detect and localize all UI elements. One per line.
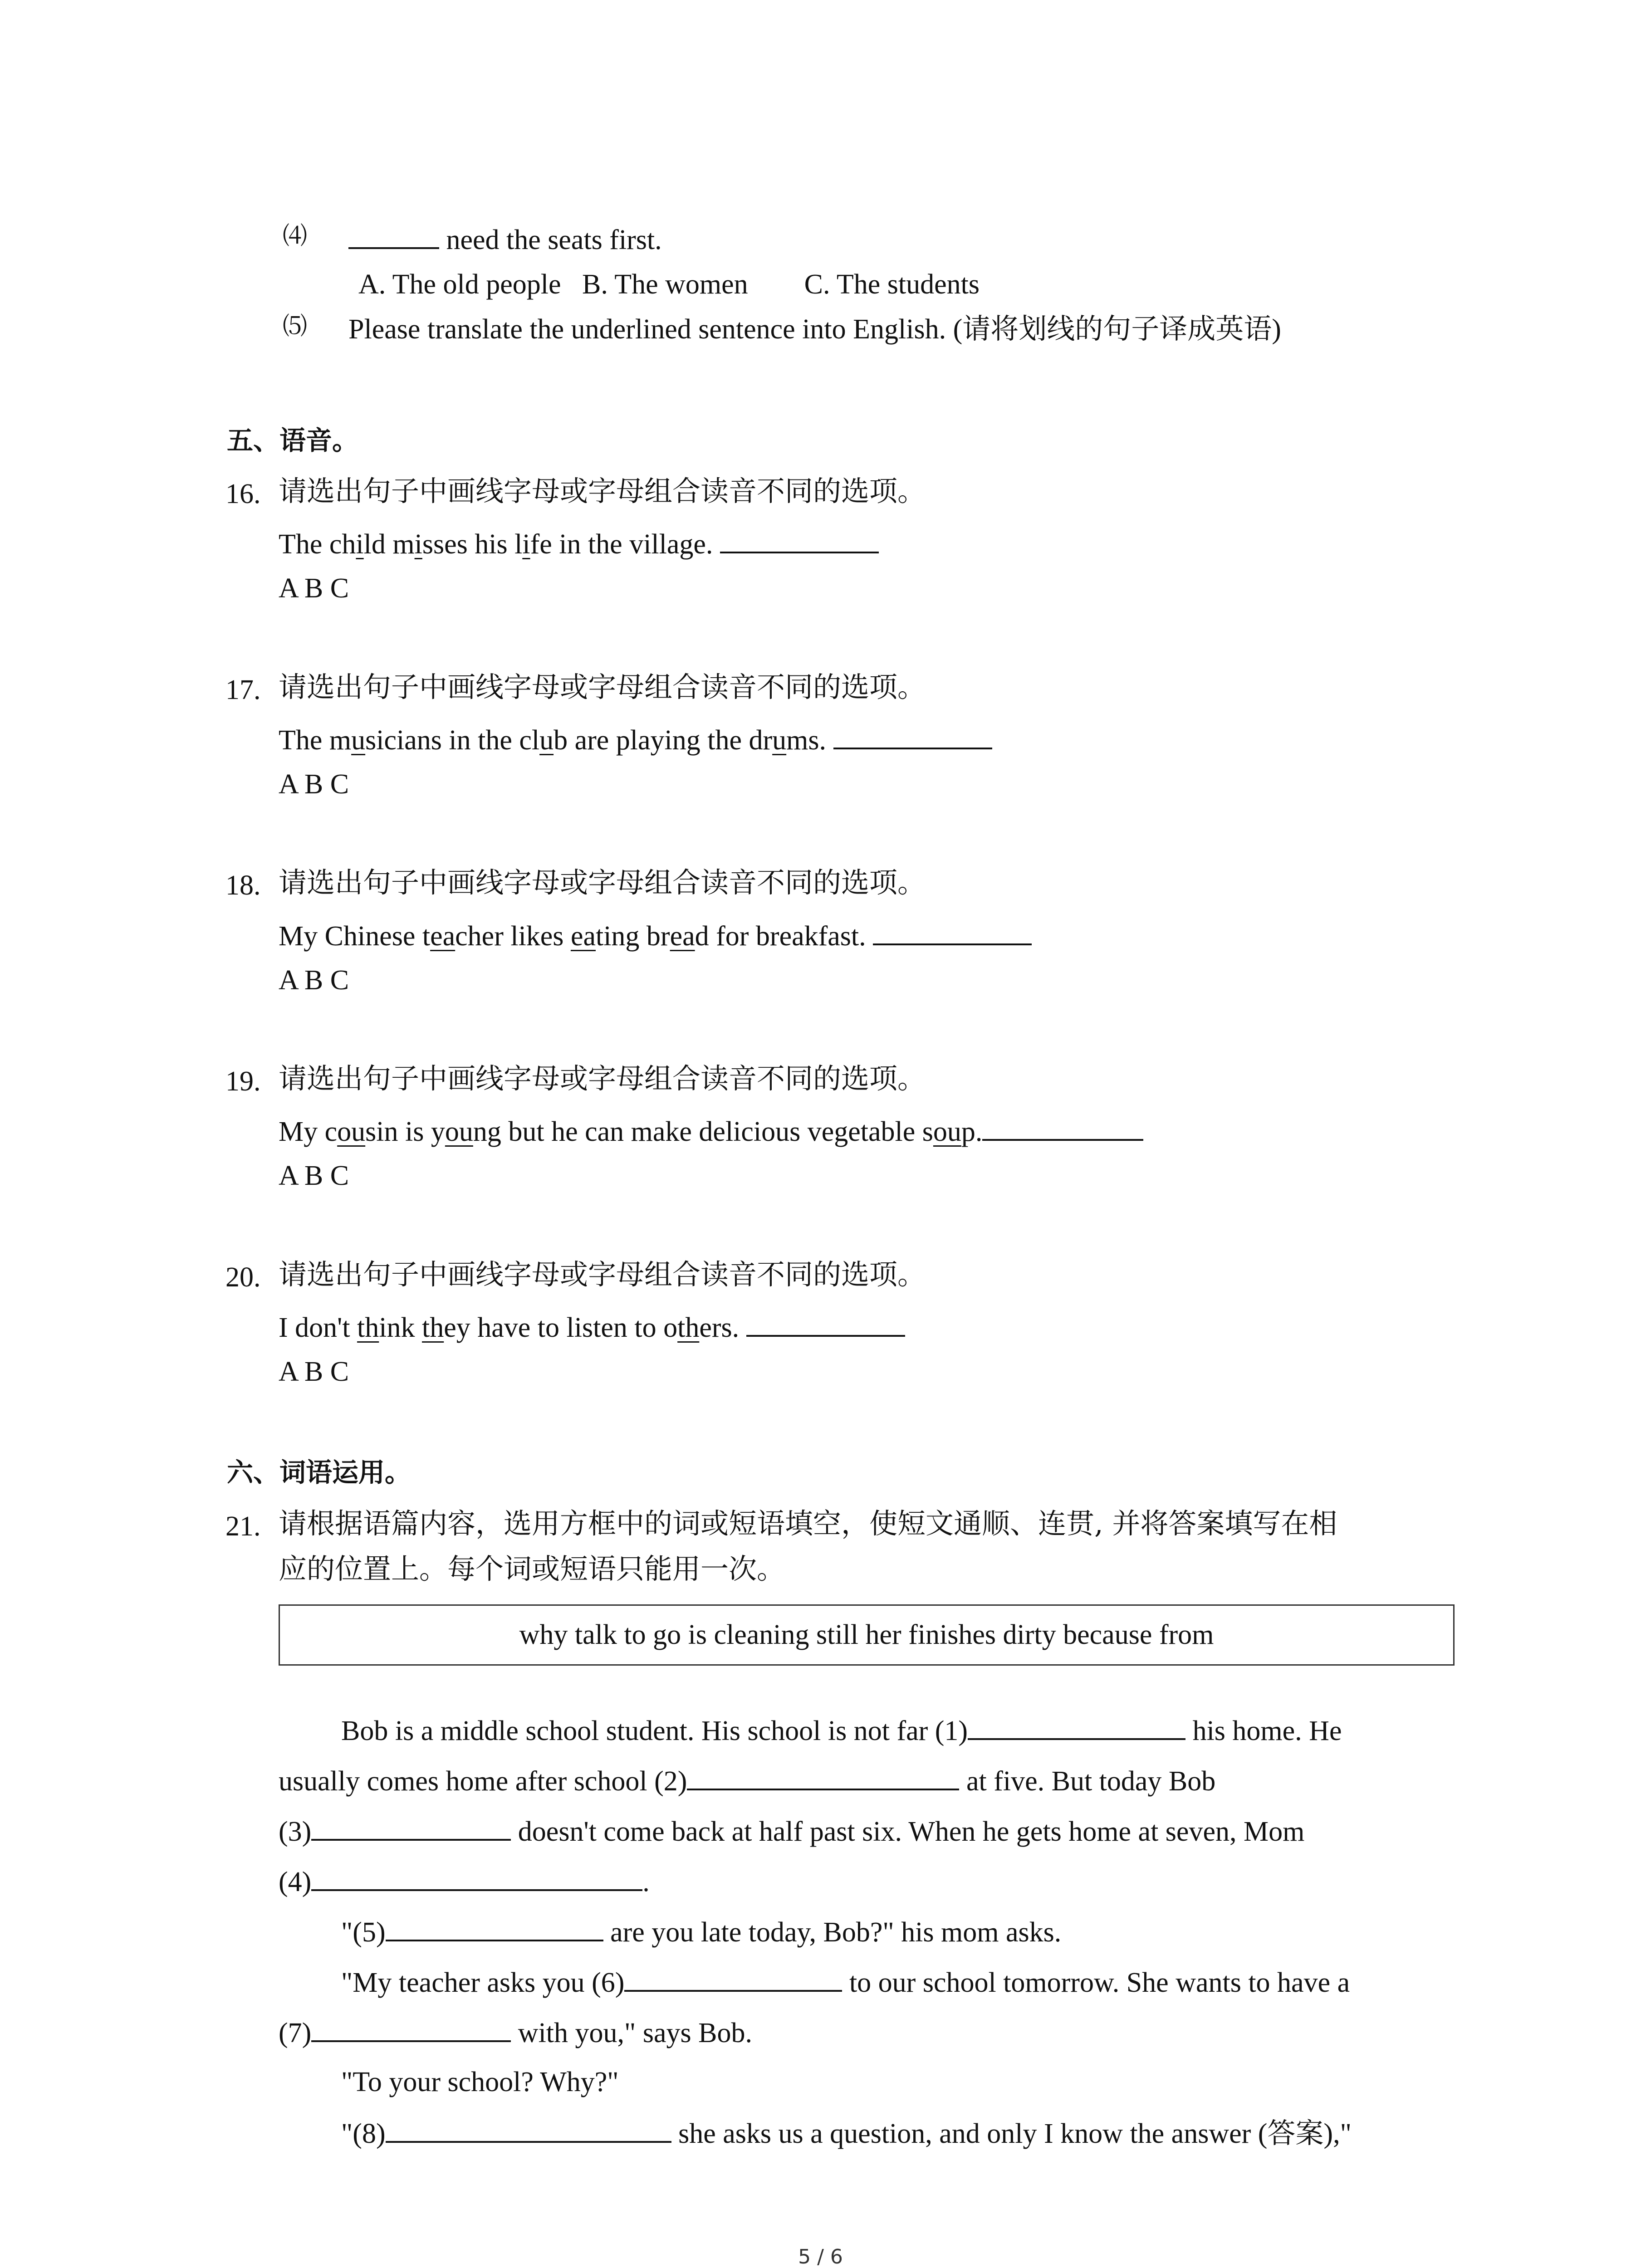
- passage-line-8: "To your school? Why?": [341, 2067, 619, 2097]
- passage-blank-6[interactable]: [624, 1967, 842, 1992]
- q20-sentence: I don't think they have to listen to others.: [279, 1312, 905, 1342]
- passage-line-5: "(5) are you late today, Bob?" his mom asks.: [341, 1917, 1062, 1948]
- q17-number: 17.: [225, 675, 261, 705]
- passage-blank-4[interactable]: [311, 1867, 642, 1891]
- q16-prompt: 请选出句子中画线字母或字母组合读音不同的选项。: [279, 474, 926, 508]
- q21-prompt-line2: 应的位置上。每个词或短语只能用一次。: [279, 1552, 785, 1585]
- passage-line-6: "My teacher asks you (6) to our school tomorrow. She wants to have a: [341, 1967, 1350, 1998]
- underlined-letter: u: [772, 725, 787, 756]
- underlined-letter: ou: [445, 1116, 473, 1147]
- q4-text: need the seats first.: [439, 225, 662, 255]
- q18-sentence: My Chinese teacher likes eating bread for breakfast.: [279, 921, 1032, 950]
- passage-line-1: Bob is a middle school student. His school is not far (1) his home. He: [341, 1716, 1342, 1746]
- q21-prompt-line1: 请根据语篇内容，选用方框中的词或短语填空，使短文通顺、连贯, 并将答案填写在相: [279, 1507, 1337, 1540]
- q16-sentence: The child misses his life in the village.: [279, 529, 879, 558]
- underlined-letter: i: [414, 529, 422, 560]
- passage-line-2: usually comes home after school (2) at five. But today Bob: [279, 1766, 1216, 1797]
- q17-prompt: 请选出句子中画线字母或字母组合读音不同的选项。: [279, 670, 926, 704]
- section5-title: 五、语音。: [227, 425, 359, 456]
- passage-line-4: (4) .: [279, 1867, 650, 1897]
- q18-number: 18.: [225, 870, 261, 901]
- underlined-letter: ea: [670, 921, 695, 952]
- q5-number: ⑸: [283, 312, 307, 340]
- q4-line: [348, 225, 662, 254]
- passage-line-7: (7) with you," says Bob.: [279, 2018, 752, 2048]
- underlined-letter: u: [351, 725, 366, 756]
- underlined-letter: ou: [337, 1116, 366, 1147]
- q4-number: ⑷: [283, 221, 307, 250]
- q16-answer-blank[interactable]: [720, 529, 879, 553]
- passage-line-9: "(8) she asks us a question, and only I know the answer (答案),": [341, 2118, 1352, 2149]
- q16-choices: A B C: [279, 573, 349, 604]
- underlined-letter: th: [357, 1312, 379, 1343]
- underlined-letter: th: [422, 1312, 444, 1343]
- underlined-letter: ea: [570, 921, 596, 952]
- q5-text: Please translate the underlined sentence into English. (请将划线的句子译成英语): [348, 314, 1281, 345]
- passage-blank-3[interactable]: [311, 1816, 511, 1841]
- q20-choices: A B C: [279, 1356, 349, 1387]
- underlined-letter: th: [677, 1312, 700, 1343]
- underlined-letter: ea: [430, 921, 456, 952]
- q19-choices: A B C: [279, 1160, 349, 1191]
- underlined-letter: u: [539, 725, 554, 756]
- q17-choices: A B C: [279, 769, 349, 800]
- passage-blank-2[interactable]: [687, 1766, 959, 1790]
- section6-title: 六、词语运用。: [227, 1457, 411, 1488]
- word-box-words: why talk to go is cleaning still her finishes dirty because from: [519, 1619, 1214, 1650]
- q16-number: 16.: [225, 479, 261, 509]
- q19-prompt: 请选出句子中画线字母或字母组合读音不同的选项。: [279, 1062, 926, 1095]
- passage-blank-1[interactable]: [968, 1716, 1185, 1740]
- q20-number: 20.: [225, 1262, 261, 1293]
- passage-blank-7[interactable]: [311, 2018, 511, 2042]
- q4-blank[interactable]: [348, 225, 439, 249]
- q17-sentence: The musicians in the club are playing the drums.: [279, 725, 992, 754]
- q17-answer-blank[interactable]: [833, 725, 992, 749]
- q19-number: 19.: [225, 1066, 261, 1097]
- word-box: [279, 1604, 1455, 1666]
- q20-prompt: 请选出句子中画线字母或字母组合读音不同的选项。: [279, 1258, 926, 1291]
- underlined-letter: i: [356, 529, 364, 560]
- page-number: 5 / 6: [798, 2245, 843, 2268]
- passage-blank-8[interactable]: [386, 2118, 671, 2143]
- q18-choices: A B C: [279, 965, 349, 996]
- q19-answer-blank[interactable]: [982, 1116, 1143, 1141]
- q20-answer-blank[interactable]: [746, 1312, 905, 1337]
- q18-prompt: 请选出句子中画线字母或字母组合读音不同的选项。: [279, 866, 926, 899]
- q21-number: 21.: [225, 1511, 261, 1542]
- underlined-letter: ou: [933, 1116, 961, 1147]
- underlined-letter: i: [522, 529, 530, 560]
- q18-answer-blank[interactable]: [873, 921, 1032, 945]
- passage-blank-5[interactable]: [386, 1917, 603, 1941]
- passage-line-3: (3) doesn't come back at half past six. When he gets home at seven, Mom: [279, 1816, 1305, 1847]
- q4-options: A. The old people B. The women C. The students: [358, 269, 980, 300]
- q19-sentence: My cousin is young but he can make delicious vegetable soup.: [279, 1116, 1143, 1146]
